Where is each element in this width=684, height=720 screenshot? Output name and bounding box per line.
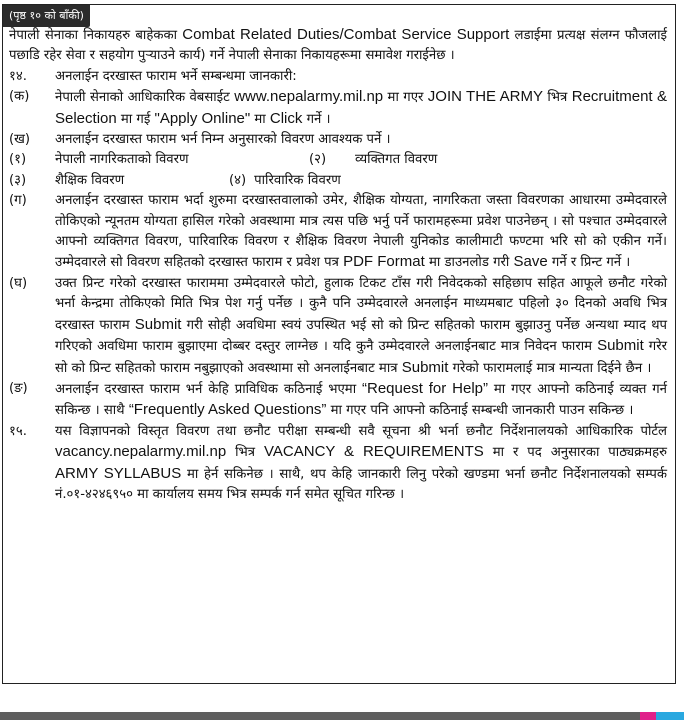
- section-15-text: [55, 422, 667, 506]
- details-list-text: पारिवारिक विवरण: [254, 172, 341, 188]
- section-15-t1: यस विज्ञापनको विस्तृत विवरण तथा छनौट परीक्षा सम्बन्धी सवै सूचना श्री भर्ना छनौट निर्देशनालयको आधिकारिक पोर्टल: [55, 423, 667, 439]
- item-ga: [9, 191, 667, 274]
- details-list-number: (२): [309, 152, 327, 168]
- section-14-title: अनलाईन दरखास्त फाराम भर्ने सम्बन्धमा जानकारी:: [55, 68, 297, 84]
- submit-text: Submit: [401, 358, 449, 376]
- section-15-t4: मा हेर्न सकिनेछ । साथै, थप केहि जानकारी लिनु परेको खण्डमा भर्ना छनौट निर्देशनालयको सम्पर्क नं.०१-४२४६९५० मा कार्यालय समय भित्र सम्पर्क गर्न समेत सूचित गरिन्छ ।: [55, 466, 667, 502]
- join-army-text: JOIN THE ARMY: [427, 88, 543, 106]
- recruitment-selection-text: Recruitment & Selection: [55, 88, 667, 127]
- item-gha-t2: गरी सोही अवधिमा स्वयं उपस्थित भई सो को प्रिन्ट सहितको फाराम बुझाउनु पर्नेछ अन्यथा म्याद थप गरिएको अवधिमा फाराम बुझाएमा दोब्बर दस्तुर लाग्नेछ । यदि कुनै उम्मेदवारले अनलाईनबाट मात्र निवेदन फाराम: [55, 317, 667, 355]
- details-list-item: [309, 150, 667, 170]
- item-ka-t4: मा गई: [116, 111, 155, 127]
- item-nga-t3: मा गएर पनि आफ्नो कठिनाई सम्बन्धी जानकारी पाउन सकिन्छ ।: [326, 403, 634, 419]
- item-kha-label: (ख): [9, 132, 31, 148]
- save-text: Save: [513, 253, 548, 271]
- details-list-item: [9, 171, 229, 191]
- section-15-number: १५.: [9, 423, 27, 439]
- item-ka-t2: मा गएर: [383, 90, 428, 106]
- notice-content: [9, 25, 667, 505]
- page-bottom-bar: [0, 712, 684, 720]
- item-nga: [9, 379, 667, 422]
- details-list-row-1: [9, 150, 667, 170]
- item-kha: [9, 130, 667, 150]
- section-15-t3: मा र पद अनुसारका पाठ्यक्रमहरु: [483, 445, 667, 461]
- item-ga-t2: मा डाउनलोड गरी: [424, 255, 514, 271]
- vacancy-requirements-text: VACANCY & REQUIREMENTS: [264, 443, 484, 461]
- item-gha-t1: उक्त प्रिन्ट गरेको दरखास्त फाराममा उम्मेदवारले फोटो, हुलाक टिकट टाँस गरी निवेदकको सहिछाप सहित आफूले छनौट गरेको भर्ना केन्द्रमा तोकिएको मिति भित्र पेश गर्नु पर्नेछ । कुनै पनि उम्मेदवारले अनलाईन माध्यमबाट पहिलो ३० दिनको अवधि भित्र दरखास्त फाराम: [55, 275, 667, 333]
- details-list-text: शैक्षिक विवरण: [55, 172, 125, 188]
- continued-tag: (पृष्ठ १० को बाँकी): [3, 5, 90, 27]
- pdf-format-text: PDF Format: [343, 253, 425, 271]
- details-list-number: (४): [229, 172, 247, 188]
- item-ka-t1: नेपाली सेनाको आधिकारिक वेबसाईट: [55, 90, 235, 106]
- intro-text-1: नेपाली सेनाका निकायहरु बाहेकका: [9, 28, 183, 43]
- item-ga-label: (ग): [9, 193, 27, 209]
- intro-text-2: लडाईमा प्रत्यक्ष संलग्न फौजलाई पछाडि रहेर सेवा र सहयोग पुऱ्याउने कार्य) गर्ने नेपाली सेनाका निकायहरूमा समावेश गराईनेछ ।: [9, 28, 667, 64]
- section-15-t2: भित्र: [226, 445, 265, 461]
- details-list-text: नेपाली नागरिकताको विवरण: [55, 152, 189, 168]
- click-text: Click: [269, 109, 303, 127]
- details-list-number: (३): [9, 172, 27, 188]
- details-list-item: [9, 150, 309, 170]
- item-kha-text: अनलाईन दरखास्त फाराम भर्न निम्न अनुसारको विवरण आवश्यक पर्ने ।: [55, 132, 391, 148]
- request-help-text: “Request for Help”: [362, 379, 488, 397]
- item-nga-t1: अनलाईन दरखास्त फाराम भर्न केहि प्राविधिक कठिनाई भएमा: [55, 381, 363, 397]
- details-list-text: व्यक्तिगत विवरण: [355, 152, 438, 168]
- item-gha: [9, 274, 667, 379]
- apply-online-text: "Apply Online": [154, 109, 251, 127]
- item-gha-label: (घ): [9, 275, 28, 291]
- item-ka: [9, 87, 667, 130]
- item-ka-t3: भित्र: [542, 90, 572, 106]
- intro-text-en: Combat Related Duties/Combat Service Support: [182, 26, 510, 43]
- army-syllabus-text: ARMY SYLLABUS: [55, 464, 182, 482]
- item-ka-label: (क): [9, 89, 30, 105]
- submit-text: Submit: [597, 337, 644, 355]
- section-14-heading: [9, 67, 667, 87]
- details-list-item: [229, 171, 667, 191]
- item-ga-text: [55, 191, 667, 274]
- submit-text: Submit: [134, 315, 182, 333]
- army-website-link[interactable]: www.nepalarmy.mil.np: [234, 88, 384, 106]
- vacancy-portal-link[interactable]: vacancy.nepalarmy.mil.np: [55, 443, 227, 461]
- item-ga-t3: गर्ने र प्रिन्ट गर्ने ।: [547, 255, 631, 271]
- section-14-number: १४.: [9, 68, 27, 84]
- intro-paragraph: [9, 25, 667, 67]
- item-nga-label: (ङ): [9, 380, 28, 396]
- item-nga-text: [55, 379, 667, 422]
- item-gha-t4: गरेको फारामलाई मात्र मान्यता दिईने छैन ।: [448, 360, 652, 376]
- item-ga-t1: अनलाईन दरखास्त फाराम भर्दा शुरुमा दरखास्तवालाको उमेर, शैक्षिक योग्यता, नागरिकता जस्ता विवरणका आधारमा उम्मेदवारले तोकिएको न्यूनतम योग्यता हासिल गरेको अवस्थामा मात्र त्यस पछि भर्नु पर्ने फारामहरूमा प्रवेश पाउनेछन् । सो पश्चात उम्मेदवारले आफ्नो व्यक्तिगत विवरण, पारिवारिक विवरण र शैक्षिक विवरण नेपाली युनिकोड कालीमाटी फण्टमा भरि सो को एकीन गर्ने। उम्मेदवारले सो विवरण सहितको दरखास्त फाराम र प्रवेश पत्र: [55, 193, 667, 271]
- item-gha-text: [55, 274, 667, 379]
- item-ka-t6: गर्ने ।: [302, 111, 331, 127]
- item-nga-t2: मा गएर आफ्नो कठिनाई व्यक्त गर्न सकिन्छ । साथै: [55, 381, 667, 419]
- item-ka-t5: मा: [250, 111, 270, 127]
- details-list-row-2: [9, 171, 667, 191]
- section-15: [9, 422, 667, 506]
- faq-text: “Frequently Asked Questions”: [128, 401, 327, 419]
- item-ka-text: [55, 87, 667, 130]
- notice-frame: [2, 4, 676, 684]
- item-gha-t3: गरेर सो को प्रिन्ट सहितको फाराम नबुझाएको अवस्थामा सो अनलाईनबाट मात्र: [55, 339, 667, 376]
- details-list-number: (१): [9, 152, 27, 168]
